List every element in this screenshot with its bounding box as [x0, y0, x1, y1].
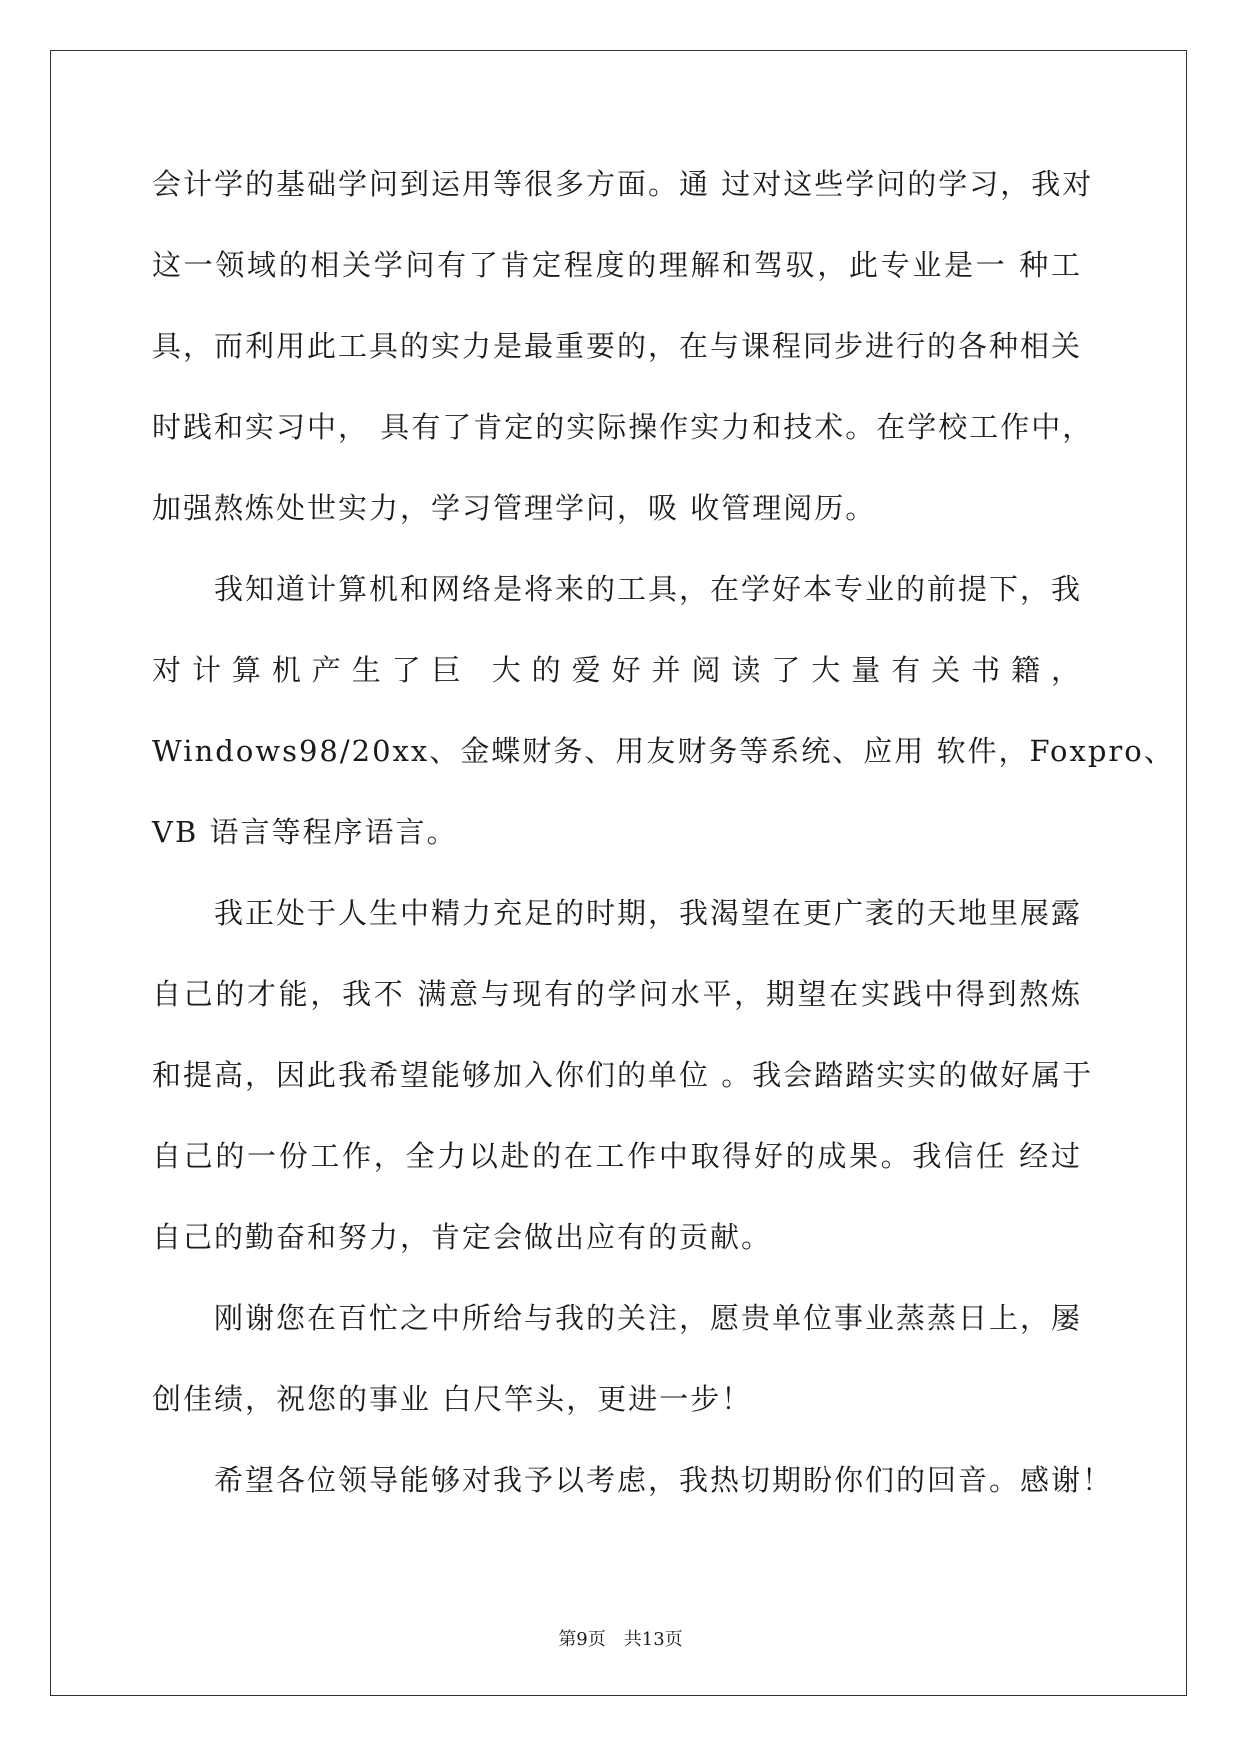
text-line: 加强熬炼处世实力，学习管理学问，吸 收管理阅历。 [152, 491, 877, 525]
text-line: 创佳绩，祝您的事业 白尺竿头，更进一步！ [152, 1382, 753, 1416]
paragraph-first-line: 希望各位领导能够对我予以考虑，我热切期盼你们的回音。感谢！ [214, 1463, 1114, 1497]
page-number: 第9页 [558, 1629, 606, 1650]
text-line: VB 语言等程序语言。 [152, 815, 458, 849]
text-line: 这一领域的相关学问有了肯定程度的理解和驾驭，此专业是一 种工 [152, 248, 1082, 282]
text-line: 具，而利用此工具的实力是最重要的，在与课程同步进行的各种相关 [152, 329, 1083, 363]
paragraph-first-line: 我知道计算机和网络是将来的工具，在学好本专业的前提下，我 [214, 572, 1083, 606]
text-line: Windows98/20xx、金蝶财务、用友财务等系统、应用 软件，Foxpro、 [152, 734, 1175, 768]
page-footer [0, 1625, 1241, 1651]
text-line: 自己的才能，我不 满意与现有的学问水平，期望在实践中得到熬炼 [152, 977, 1082, 1011]
text-line: 和提高，因此我希望能够加入你们的单位 。我会踏踏实实的做好属于 [152, 1058, 1094, 1092]
text-line: 对计算机产生了巨 大的爱好并阅读了大量有关书籍， [152, 653, 1082, 687]
text-line: 自己的勤奋和努力，肯定会做出应有的贡献。 [152, 1220, 773, 1254]
text-line: 自己的一份工作，全力以赴的在工作中取得好的成果。我信任 经过 [152, 1139, 1082, 1173]
page-total: 共13页 [623, 1629, 683, 1650]
document-body [152, 160, 1175, 1537]
paragraph-first-line: 我正处于人生中精力充足的时期，我渴望在更广袤的天地里展露 [214, 896, 1083, 930]
text-line: 会计学的基础学问到运用等很多方面。通 过对这些学问的学习，我对 [152, 167, 1094, 201]
paragraph-first-line: 刚谢您在百忙之中所给与我的关注，愿贵单位事业蒸蒸日上，屡 [214, 1301, 1083, 1335]
text-line: 时践和实习中， 具有了肯定的实际操作实力和技术。在学校工作中， [152, 410, 1094, 444]
